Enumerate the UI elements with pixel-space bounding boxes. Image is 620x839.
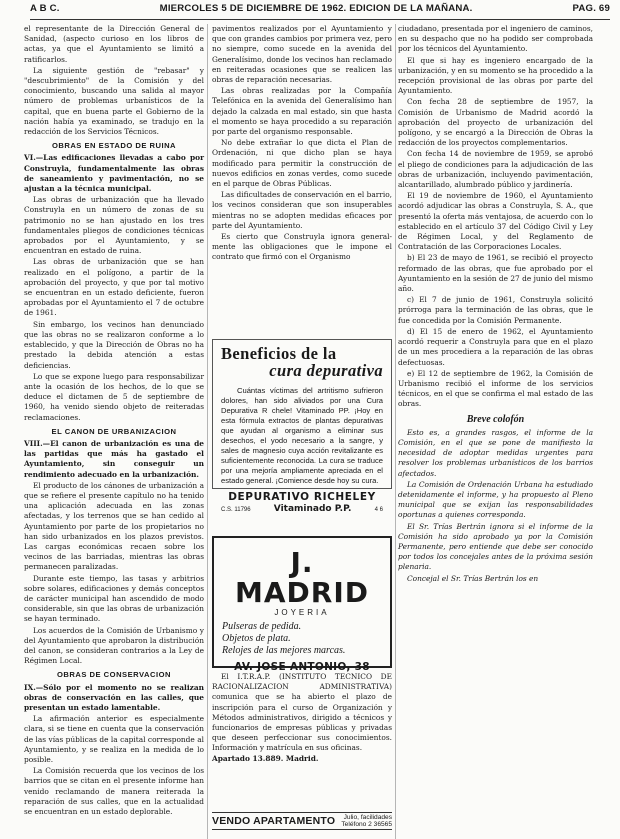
paragraph: Lo que se expone luego para responsabilizar ante la ocasión de los hechos, de lo que se deduce el dictamen de 5 de septiembre de 1960, ha venido siendo objeto de reiteradas reclamaciones. xyxy=(24,371,204,422)
paragraph: Las obras de urbanización que ha llevado Construyla en un número de zonas de su patrimonio no se han ajustado en los tres fundamentales pliegos de condiciones técnicas aprobados por el Ayuntamiento, y se encuentran en estado de ruina. xyxy=(24,195,204,256)
article-column-1 xyxy=(24,24,204,839)
section-heading: Breve colofón xyxy=(466,413,525,425)
paragraph: Sin embargo, los vecinos han denunciado que las obras no se realizaron conforme a lo establecido, y que la Dirección de Obras no ha prestado la debida atención a estas deficiencias. xyxy=(24,319,204,370)
paragraph: Es cierto que Construyla ignora general-mente las obligaciones que le impone el contrato que firmó con el Organismo xyxy=(212,232,392,262)
paragraph: c) El 7 de junio de 1961, Construyla solicitó prórroga para la terminación de las obras, que le fue concedida por la Comisión Permanente. xyxy=(398,295,593,325)
paragraph: pavimentos realizados por el Ayuntamiento y que con grandes cambios por primera vez, pero no siempre, como sucede en la avenida del Generalísimo, donde los vecinos han reclamado en reiteradas ocasiones que se realicen las obras de reparación necesarias. xyxy=(212,24,392,85)
ad-address: AV. JOSE ANTONIO, 38 xyxy=(234,661,370,673)
header-publication: A B C. xyxy=(30,3,60,14)
ad-footer xyxy=(221,504,383,514)
paragraph: Concejal el Sr. Trías Bertrán los en xyxy=(407,573,539,583)
classified-detail xyxy=(341,814,392,828)
paragraph: Con fecha 28 de septiembre de 1957, la Comisión de Urbanismo de Madrid acordó la aprobación del proyecto de urbanización del polígono, y se encargó a la Dirección de Obras la redacción de los proyectos complementarios. xyxy=(398,97,593,148)
ad-brand-name: J. MADRID xyxy=(235,546,369,609)
advertisement-jewelry xyxy=(212,536,392,673)
paragraph: b) El 23 de mayo de 1961, se recibió el proyecto reformado de las obras, que fue aprobado por el Ayuntamiento en la sesión de 27 de junio del mismo año. xyxy=(398,253,593,294)
ad-headline: cura depurativa xyxy=(269,361,383,380)
paragraph: d) El 15 de enero de 1962, el Ayuntamiento acordó requerir a Construyla para que en el plazo de un mes procediera a la reparación de las obras defectuosas. xyxy=(398,326,593,367)
advertisement-depurativo xyxy=(212,339,392,514)
ad-item-line: Pulseras de pedida. xyxy=(222,621,302,632)
paragraph: ciudadano, presentada por el ingeniero de caminos, en su despacho que no ha podido ser comprobada por los técnicos del Ayuntamiento. xyxy=(398,24,593,54)
paragraph: El que si hay es ingeniero encargado de la urbanización, y en su momento se ha procedido a la recepción provisional de las obras por parte del Ayuntamiento. xyxy=(398,55,593,96)
article-column-3 xyxy=(398,24,593,839)
ad-registration-code: C.S. 11796 xyxy=(221,507,251,513)
paragraph: El 19 de noviembre de 1960, el Ayuntamiento acordó adjudicar las obras a Construyla, S. A., que presentó la oferta más ventajosa, de acuerdo con lo establecido en el artículo 37 del Código Civil y Ley de Régimen Local, y del Reglamento de Contratación de las Corporaciones Locales. xyxy=(398,191,593,252)
ad-item-line: Objetos de plata. xyxy=(222,633,291,644)
ad-category: JOYERIA xyxy=(274,608,330,617)
section-heading: EL CANON DE URBANIZACION xyxy=(51,426,177,436)
classified-detail-line: Teléfono 2 36565 xyxy=(341,821,392,828)
section-heading: OBRAS DE CONSERVACION xyxy=(56,670,171,680)
section-subheading: IX.—Sólo por el momento no se realizan obras de conservación en las calles, que presentan un estado lamentable. xyxy=(24,682,204,712)
article-column-2 xyxy=(212,24,392,334)
classified-ad xyxy=(212,812,392,830)
page-header xyxy=(30,3,610,20)
paragraph: Durante este tiempo, las tasas y arbitrios sobre solares, edificaciones y demás conceptos de carácter municipal han ascendido de modo considerable, sin que las obras de urbanización se hayan terminado. xyxy=(24,573,204,624)
paragraph: El I.T.R.A.P. (INSTITUTO TECNICO DE RACIONALIZACION ADMINISTRATIVA) comunica que se ha abierto el plazo de inscripción para el curso de Organización y Métodos administrativos, dirigido a técnicos y funcionarios de empresas públicas y privadas que deseen perfeccionar sus conocimientos. Información y matrícula en sus oficinas. xyxy=(212,672,392,753)
paragraph: El producto de los cánones de urbanización a que se refiere el presente capítulo no ha tenido una aplicación adecuada en las zonas afectadas, y los terrenos que se han cedido al Ayuntamiento por parte de los propietarios no han sido urbanizados en los plazos previstos. Las cargas económicas recaen sobre los vecinos de las barriadas, mientras las obras permanecen paralizadas. xyxy=(24,480,204,572)
classified-headline: VENDO APARTAMENTO xyxy=(212,815,336,827)
ad-brand-name: DEPURATIVO RICHELEY xyxy=(228,491,376,503)
paragraph: Esto es, a grandes rasgos, el informe de la Comisión, en el que se pone de manifiesto la necesidad de adoptar medidas urgentes para resolver los problemas urbanísticos de los barrios afectados. xyxy=(398,427,593,478)
column-divider xyxy=(395,24,396,839)
paragraph: Con fecha 14 de noviembre de 1959, se aprobó el pliego de condiciones para la adjudicación de las obras de urbanización, incluyendo pavimentación, alcantarillado, alumbrado público y jardinería. xyxy=(398,149,593,190)
paragraph: e) El 12 de septiembre de 1962, la Comisión de Urbanismo recibió el informe de los servicios técnicos, en el que se confirma el mal estado de las obras. xyxy=(398,368,593,409)
column-divider xyxy=(207,24,208,839)
paragraph: La Comisión recuerda que los vecinos de los barrios que se citan en el presente informe han venido reclamando de manera reiterada la reparación de sus calles, que en la actualidad se encuentran en un estado deplorable. xyxy=(24,766,204,817)
ad-item-line: Relojes de las mejores marcas. xyxy=(222,645,346,656)
paragraph: Las dificultades de conservación en el barrio, los vecinos consideran que son insuperables mientras no se adopten medidas eficaces por parte del Ayuntamiento. xyxy=(212,190,392,230)
ad-product-name: Vitaminado P.P. xyxy=(273,504,352,514)
paragraph: Las obras realizadas por la Compañía Telefónica en la avenida del Generalísimo han dejado la calzada en mal estado, sin que hasta el momento se haya procedido a su reparación por parte del organismo responsable. xyxy=(212,86,392,137)
section-subheading: VI.—Las edificaciones llevadas a cabo por Construyla, fundamentalmente las obras de saneamiento y pavimentación, no se ajustan a la técnica municipal. xyxy=(24,153,204,194)
paragraph: el representante de la Dirección General de Sanidad, (aspecto curioso en los libros de actas, ya que el Ayuntamiento se limitó a ratificarlos. xyxy=(24,24,204,64)
ad-headline: Beneficios de la xyxy=(221,344,337,363)
paragraph: No debe extrañar lo que dicta el Plan de Ordenación, ni que dicho plan se haya modificado para permitir la construcción de nuevos edificios en zonas verdes, como sucede en el parque de Obras Públicas. xyxy=(212,138,392,189)
paragraph: La afirmación anterior es especialmente clara, si se tiene en cuenta que la conservación de las vías públicas de la capital corresponde al Ayuntamiento, y se realiza en la medida de lo posible. xyxy=(24,714,204,765)
header-date-edition: MIERCOLES 5 DE DICIEMBRE DE 1962. EDICION DE LA MAÑANA. xyxy=(159,3,473,14)
ad-code: 4 6 xyxy=(374,507,383,513)
paragraph: El Sr. Trías Bertrán ignora si el informe de la Comisión ha sido aprobado ya por la Comisión Permanente, pero entiende que debe ser conocido por todos los concejales antes de la próxima sesión plenaria. xyxy=(398,521,593,572)
classified-detail-line: Julio, facilidades xyxy=(343,814,392,821)
paragraph: La Comisión de Ordenación Urbana ha estudiado detenidamente el informe, y ha propuesto al Pleno municipal que se exijan las responsabilidades oportunas a quienes corresponda. xyxy=(398,479,593,520)
section-heading: OBRAS EN ESTADO DE RUINA xyxy=(51,141,177,151)
paragraph: Las obras de urbanización que se han realizado en el polígono, a partir de la aprobación del proyecto, y que por tal motivo se encuentran en un estado deficiente, fueron aprobadas por el Ayuntamiento el 7 de octubre de 1961. xyxy=(24,257,204,318)
paragraph: Los acuerdos de la Comisión de Urbanismo y del Ayuntamiento que aprobaron la distribución del canon, se consideran contrarios a la Ley de Régimen Local. xyxy=(24,625,204,666)
paragraph: La siguiente gestión de "rebasar" y "descubrimiento" de la Comisión y del conocimiento, buscando una salida al mayor número de problemas urbanísticos de la capital, que en buena parte el Gobierno de la nación había ya examinado, se tradujo en la redacción de los Servicios Técnicos. xyxy=(24,65,204,137)
ad-body-text: Cuántas víctimas del artritismo sufrieron dolores, han sido aliviados por una Cura Depurativa R chele! Vitaminado PP. ¡Hoy en esta fórmula extractos de plantas depurativas que ayudan al organismo a eliminar sus desechos, el yodo necesario a la sangre, y sales de magnesio cuya acción revitalizante es suficientemente reconocida. La cura se traduce por una mejoría ampliamente apreciada en el estado general. ¡Comience desde hoy su cura. xyxy=(221,386,383,485)
notice-itrap xyxy=(212,672,392,810)
section-subheading: VIII.—El canon de urbanización es una de las partidas que más ha gastado el Ayuntamiento, sin conseguir un rendimiento adecuado en la urbanización. xyxy=(24,438,204,479)
header-page-number: PAG. 69 xyxy=(572,3,610,14)
paragraph: Apartado 13.889. Madrid. xyxy=(212,753,319,763)
